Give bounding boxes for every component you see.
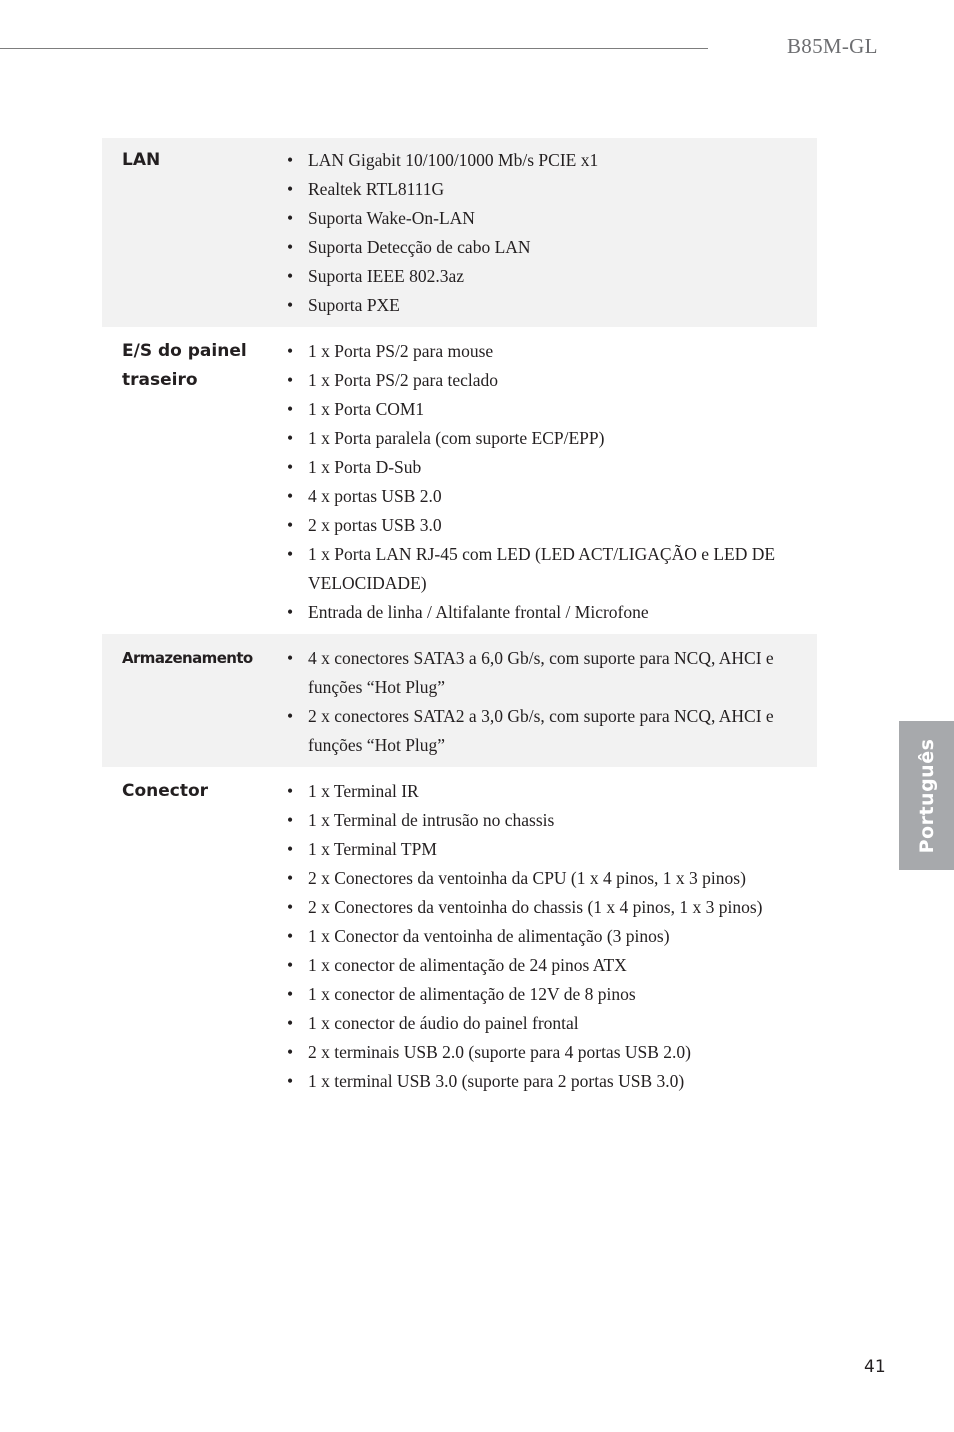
language-tab-label: Português bbox=[915, 738, 938, 853]
spec-item: • Suporta PXE bbox=[287, 291, 817, 320]
spec-item: • 2 x Conectores da ventoinha da CPU (1 x 4 pinos, 1 x 3 pinos) bbox=[287, 864, 817, 893]
spec-item: • 4 x portas USB 2.0 bbox=[287, 482, 817, 511]
spec-item: • Realtek RTL8111G bbox=[287, 175, 817, 204]
spec-label: LAN bbox=[122, 150, 161, 170]
spec-item: • Suporta Wake-On-LAN bbox=[287, 204, 817, 233]
spec-label: Conector bbox=[122, 781, 209, 801]
spec-item: • 2 x portas USB 3.0 bbox=[287, 511, 817, 540]
spec-items bbox=[287, 146, 817, 327]
spec-row-lan bbox=[102, 138, 817, 327]
language-side-tab bbox=[899, 721, 954, 870]
spec-item: • 1 x Porta paralela (com suporte ECP/EPP) bbox=[287, 424, 817, 453]
spec-items bbox=[287, 644, 817, 767]
spec-item: • 1 x terminal USB 3.0 (suporte para 2 portas USB 3.0) bbox=[287, 1067, 817, 1096]
header-rule bbox=[0, 48, 708, 49]
spec-item: • 1 x Conector da ventoinha de alimentação (3 pinos) bbox=[287, 922, 817, 951]
spec-item: • 2 x terminais USB 2.0 (suporte para 4 portas USB 2.0) bbox=[287, 1038, 817, 1067]
spec-item: • Suporta IEEE 802.3az bbox=[287, 262, 817, 291]
spec-item: • 2 x conectores SATA2 a 3,0 Gb/s, com suporte para NCQ, AHCI e funções “Hot Plug” bbox=[287, 702, 817, 760]
spec-item: • 1 x conector de áudio do painel frontal bbox=[287, 1009, 817, 1038]
spec-items bbox=[287, 777, 817, 1096]
spec-label: Armazenamento bbox=[122, 649, 253, 667]
spec-label: E/S do painel traseiro bbox=[122, 341, 247, 390]
spec-item: • LAN Gigabit 10/100/1000 Mb/s PCIE x1 bbox=[287, 146, 817, 175]
spec-item: • 1 x Terminal TPM bbox=[287, 835, 817, 864]
spec-item: • 4 x conectores SATA3 a 6,0 Gb/s, com suporte para NCQ, AHCI e funções “Hot Plug” bbox=[287, 644, 817, 702]
spec-item: • 1 x Porta PS/2 para teclado bbox=[287, 366, 817, 395]
spec-row-connector bbox=[102, 767, 817, 1096]
spec-item: • 1 x Terminal IR bbox=[287, 777, 817, 806]
page-number: 41 bbox=[864, 1357, 886, 1377]
spec-item: • 1 x Porta PS/2 para mouse bbox=[287, 337, 817, 366]
spec-item: • 1 x Porta COM1 bbox=[287, 395, 817, 424]
spec-item: • 1 x conector de alimentação de 12V de 8 pinos bbox=[287, 980, 817, 1009]
spec-item: • Entrada de linha / Altifalante frontal / Microfone bbox=[287, 598, 817, 627]
model-name: B85M-GL bbox=[787, 34, 878, 58]
spec-item: • 1 x conector de alimentação de 24 pinos ATX bbox=[287, 951, 817, 980]
spec-item: • 2 x Conectores da ventoinha do chassis (1 x 4 pinos, 1 x 3 pinos) bbox=[287, 893, 817, 922]
spec-item: • Suporta Detecção de cabo LAN bbox=[287, 233, 817, 262]
spec-table bbox=[102, 138, 817, 1096]
spec-items bbox=[287, 337, 817, 634]
spec-item: • 1 x Porta D-Sub bbox=[287, 453, 817, 482]
spec-item: • 1 x Porta LAN RJ-45 com LED (LED ACT/LIGAÇÃO e LED DE VELOCIDADE) bbox=[287, 540, 817, 598]
spec-row-storage bbox=[102, 634, 817, 767]
spec-row-rear-panel-io bbox=[102, 327, 817, 634]
spec-item: • 1 x Terminal de intrusão no chassis bbox=[287, 806, 817, 835]
